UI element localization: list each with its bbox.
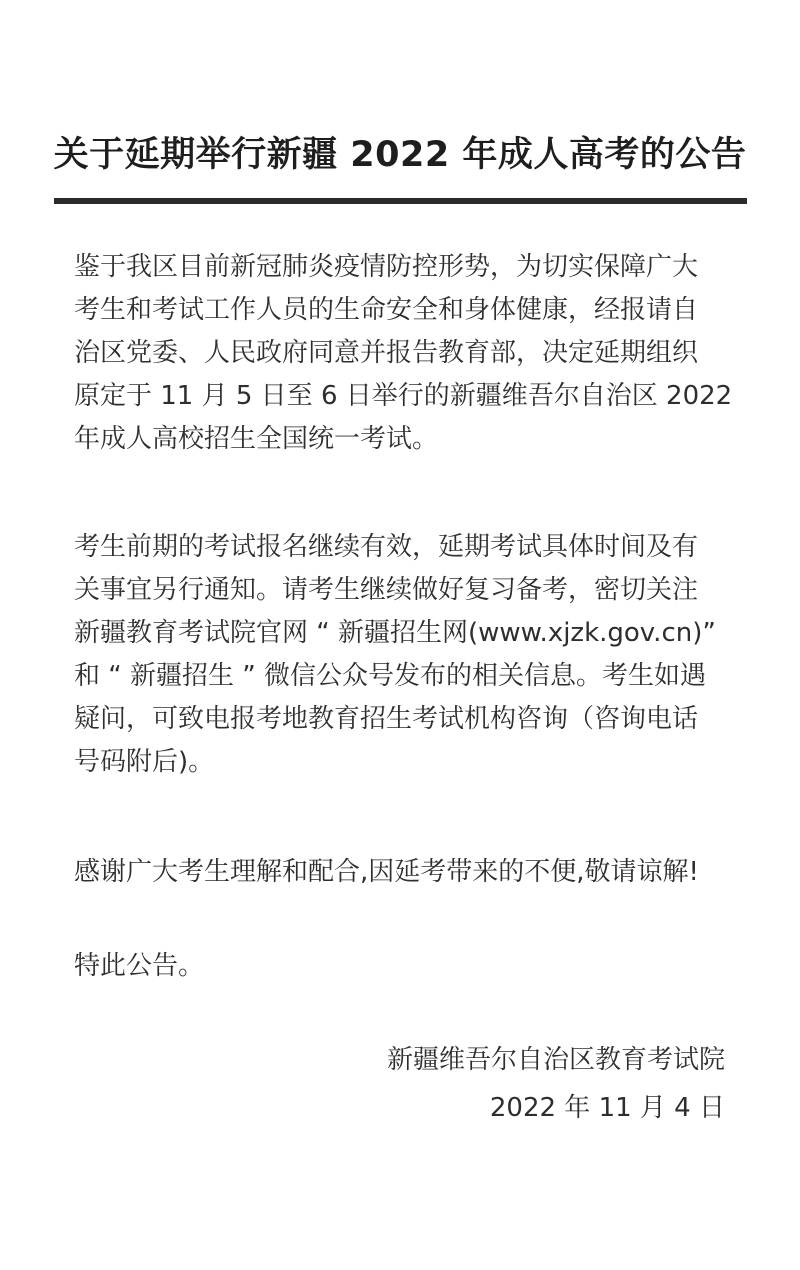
paragraph-line: 关事宜另行通知。请考生继续做好复习备考，密切关注 <box>74 575 699 605</box>
signature-organization: 新疆维吾尔自治区教育考试院 <box>386 1045 725 1075</box>
paragraph-line: 和 “ 新疆招生 ” 微信公众号发布的相关信息。考生如遇 <box>74 661 706 691</box>
paragraph-line: 考生前期的考试报名继续有效，延期考试具体时间及有 <box>74 532 699 562</box>
paragraph-line: 鉴于我区目前新冠肺炎疫情防控形势，为切实保障广大 <box>74 252 699 282</box>
paragraph-postponement <box>74 246 734 461</box>
paragraph-line: 年成人高校招生全国统一考试。 <box>74 424 439 454</box>
title-divider <box>54 198 747 204</box>
paragraph-closing <box>74 945 734 988</box>
announcement-title: 关于延期举行新疆 2022 年成人高考的公告 <box>53 135 747 176</box>
paragraph-line: 原定于 11 月 5 日至 6 日举行的新疆维吾尔自治区 2022 <box>74 381 733 411</box>
paragraph-line: 号码附后)。 <box>74 747 215 777</box>
paragraph-line: 疑问，可致电报考地教育招生考试机构咨询（咨询电话 <box>74 704 699 734</box>
paragraph-line: 考生和考试工作人员的生命安全和身体健康，经报请自 <box>74 295 699 325</box>
paragraph-line: 感谢广大考生理解和配合,因延考带来的不便,敬请谅解! <box>74 857 699 887</box>
paragraph-thanks <box>74 851 734 894</box>
paragraph-line: 治区党委、人民政府同意并报告教育部，决定延期组织 <box>74 338 699 368</box>
paragraph-line: 新疆教育考试院官网 “ 新疆招生网(www.xjzk.gov.cn)” <box>74 618 716 648</box>
signature-date: 2022 年 11 月 4 日 <box>489 1093 725 1123</box>
paragraph-line: 特此公告。 <box>74 951 205 981</box>
paragraph-registration-notice <box>74 526 734 784</box>
